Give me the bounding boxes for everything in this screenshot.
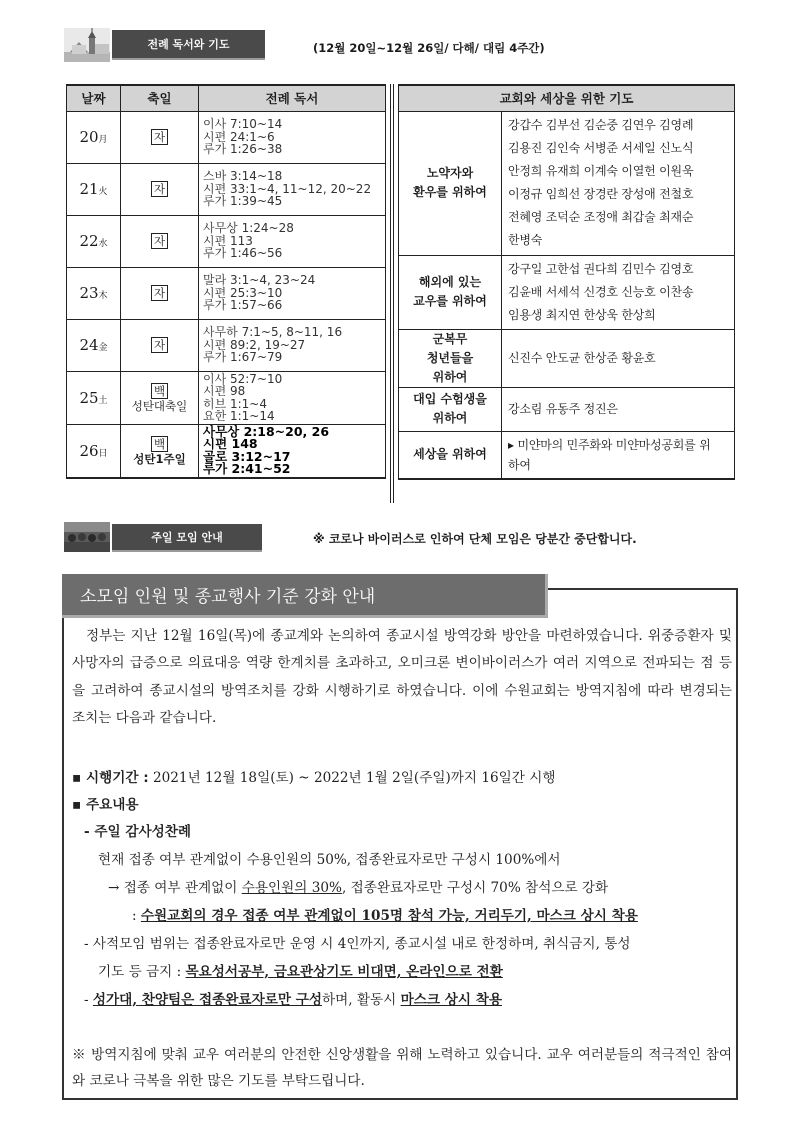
- new-rule-suffix: , 접종완료자로만 구성시 70% 참석으로 강화: [341, 880, 609, 896]
- prayer-names: [502, 329, 735, 387]
- readings-cell: [199, 267, 386, 319]
- prayer-names-line: 강구일 고한섭 권다희 김민수 김영호: [508, 261, 694, 276]
- day-number: 20: [79, 128, 99, 146]
- prayer-row: [399, 329, 735, 387]
- feast-cell: [121, 215, 199, 267]
- reading-line: 이사 7:10~14: [203, 117, 283, 132]
- prayer-names-line: 강갑수 김부선 김순중 김연우 김영례: [508, 118, 694, 132]
- period-line: [72, 766, 556, 786]
- liturgical-color-badge: 자: [151, 233, 168, 249]
- prayer-topic-line: 해외에 있는: [418, 275, 482, 289]
- liturgy-row: [67, 163, 386, 215]
- prayer-names-line: 강소림 유동주 정진은: [508, 401, 618, 416]
- liturgy-readings-table: [66, 84, 386, 479]
- prayer-topic-line: 환우를 위하여: [413, 185, 487, 199]
- header-feast: 축일: [121, 85, 199, 111]
- reading-line: 루가 1:67~79: [203, 350, 283, 365]
- suwon-rule: 수원교회의 경우 접종 여부 관계없이 105명 참석 가능, 거리두기, 마스크 상시 착용: [140, 908, 638, 924]
- new-rule-prefix: → 접종 여부 관계없이: [108, 880, 242, 896]
- weekday: 水: [98, 239, 108, 249]
- header-readings: 전례 독서: [199, 85, 386, 111]
- weekday: 日: [98, 448, 108, 459]
- liturgy-row: [67, 319, 386, 371]
- meeting-photo: [64, 522, 110, 552]
- day-cell: [67, 111, 121, 163]
- prayer-names-line: 하여: [508, 457, 531, 472]
- date-range-note: (12월 20일~12월 26일/ 다해/ 대림 4주간): [313, 41, 545, 55]
- day-number: 22: [79, 232, 99, 250]
- new-rule-capacity: 수용인원의 30%: [241, 880, 342, 896]
- feast-cell: [121, 424, 199, 478]
- weekday: 金: [98, 343, 108, 353]
- reading-line: 시편 24:1~6: [203, 129, 275, 144]
- liturgical-color-badge: 자: [151, 285, 168, 301]
- choir-rule-mask: 마스크 상시 착용: [400, 992, 502, 1008]
- readings-cell: [199, 111, 386, 163]
- day-number: 24: [79, 336, 99, 354]
- day-cell: [67, 163, 121, 215]
- prayer-topic-line: 세상을 위하여: [413, 447, 487, 462]
- notice-intro: 정부는 지난 12월 16일(목)에 종교계와 논의하여 종교시설 방역강화 방안을 마련하였습니다. 위중증환자 및 사망자의 급증으로 의료대응 역량 한계치를 초과하고, 오미크론 변이바이러스가 여러 지역으로 전파되는 점 등을 고려하여 종교시설의 방역조치를 강화 시행하기로 하였습니다. 이에 수원교회는 방역지침에 따라 변경되는 조치는 다음과 같습니다.: [72, 628, 732, 727]
- suwon-rule-prefix: :: [132, 908, 141, 924]
- meeting-section-label: 주일 모임 안내: [112, 524, 262, 552]
- reading-line: 시편 148: [203, 436, 258, 452]
- prayer-header: 교회와 세상을 위한 기도: [399, 85, 735, 111]
- sunday-service-title: - 주일 감사성찬례: [84, 824, 192, 840]
- day-number: 23: [79, 284, 99, 302]
- day-cell: [67, 215, 121, 267]
- day-cell: [67, 371, 121, 424]
- liturgy-row: [67, 215, 386, 267]
- prayer-topic-line: 교우를 위하여: [413, 294, 487, 308]
- reading-line: 사무상 2:18~20, 26: [203, 423, 330, 439]
- prayer-topic: [399, 387, 502, 431]
- weekday: 木: [98, 291, 108, 301]
- new-rule: [108, 876, 608, 896]
- private-rule-1: - 사적모임 범위는 접종완료자로만 운영 시 4인까지, 종교시설 내로 한정하며, 취식금지, 통성: [84, 936, 631, 952]
- day-number: 21: [79, 180, 99, 198]
- reading-line: 시편 33:1~4, 11~12, 20~22: [203, 181, 372, 196]
- liturgical-color-badge: 자: [151, 129, 168, 145]
- feast-cell: [121, 371, 199, 424]
- reading-line: 사무하 7:1~5, 8~11, 16: [203, 325, 343, 340]
- church-photo: [64, 28, 110, 62]
- weekday: 火: [98, 187, 108, 197]
- prayer-names-line: 김윤배 서세석 신경호 신능호 이찬송: [508, 284, 694, 299]
- reading-line: 루가 1:57~66: [203, 298, 283, 313]
- day-number: 25: [79, 388, 99, 407]
- prayer-topic-line: 대입 수험생을: [413, 392, 487, 406]
- day-cell: [67, 319, 121, 371]
- feast-cell: [121, 319, 199, 371]
- closing-note: ※ 방역지침에 맞춰 교우 여러분의 안전한 신앙생활을 위해 노력하고 있습니다. 교우 여러분들의 적극적인 참여와 코로나 극복을 위한 많은 기도를 부탁드립니다.: [72, 1047, 732, 1089]
- reading-line: 시편 113: [203, 233, 253, 248]
- prayer-names-line: 신진수 안도균 한상준 황윤호: [508, 350, 656, 365]
- liturgy-row: [67, 111, 386, 163]
- reading-line: 시편 98: [203, 384, 246, 398]
- prayer-names-line: 전혜영 조덕순 조정애 최갑술 최재순: [508, 210, 694, 224]
- feast-name: 성탄1주일: [133, 451, 186, 466]
- prayer-names-line: ▸ 미얀마의 민주화와 미얀마성공회를 위: [508, 437, 711, 452]
- prayer-names: [502, 387, 735, 431]
- notice-title: 소모임 인원 및 종교행사 기준 강화 안내: [62, 574, 548, 618]
- readings-cell: [199, 163, 386, 215]
- weekday: 土: [98, 395, 108, 406]
- feast-cell: [121, 163, 199, 215]
- prayer-topic-line: 군복무: [432, 331, 468, 346]
- weekday: 月: [98, 135, 108, 145]
- day-cell: [67, 267, 121, 319]
- reading-line: 시편 89:2, 19~27: [203, 337, 306, 352]
- prayer-names-line: 한병숙: [508, 233, 543, 247]
- liturgical-color-badge: 자: [151, 181, 168, 197]
- prayer-topic-line: 위하여: [432, 369, 468, 384]
- reading-line: 스바 3:14~18: [203, 169, 283, 184]
- choir-rule-main: 성가대, 찬양팀은 접종완료자로만 구성: [92, 992, 322, 1008]
- reading-line: 사무상 1:24~28: [203, 221, 294, 236]
- prayer-names: [502, 111, 735, 255]
- reading-line: 루가 1:26~38: [203, 142, 283, 157]
- prayer-row: [399, 387, 735, 431]
- readings-cell: [199, 371, 386, 424]
- corona-notice: ※ 코로나 바이러스로 인하여 단체 모임은 당분간 중단합니다.: [313, 532, 637, 546]
- prayer-topic-line: 노약자와: [426, 166, 474, 180]
- liturgical-color-badge: 백: [151, 383, 168, 399]
- reading-line: 시편 25:3~10: [203, 285, 283, 300]
- prayer-topic-line: 청년들을: [426, 350, 474, 365]
- current-rule: 현재 접종 여부 관계없이 수용인원의 50%, 접종완료자로만 구성시 100%에서: [98, 852, 561, 868]
- liturgical-color-badge: 백: [151, 436, 168, 452]
- reading-line: 루가 1:39~45: [203, 194, 283, 209]
- feast-cell: [121, 267, 199, 319]
- prayer-row: [399, 111, 735, 255]
- choir-rule-mid: 하며, 활동시: [321, 992, 401, 1008]
- table-divider: [390, 84, 394, 503]
- liturgy-row: [67, 371, 386, 424]
- period-label: ▪ 시행기간 :: [72, 770, 149, 786]
- private-rule-2-detail: 목요성서공부, 금요관상기도 비대면, 온라인으로 전환: [185, 964, 503, 980]
- liturgical-color-badge: 자: [151, 337, 168, 353]
- prayer-names-line: 임용생 최지연 한상욱 한상희: [508, 307, 656, 322]
- reading-line: 히브 1:1~4: [203, 396, 268, 411]
- reading-line: 골로 3:12~17: [203, 448, 291, 464]
- liturgy-row: [67, 424, 386, 478]
- day-number: 26: [79, 441, 99, 460]
- prayer-row: [399, 255, 735, 329]
- prayer-row: [399, 431, 735, 479]
- prayer-names: [502, 431, 735, 479]
- choir-rule: - 성가대, 찬양팀은 접종완료자로만 구성하며, 활동시 마스크 상시 착용: [84, 992, 502, 1008]
- suwon-rule-line: [132, 904, 638, 924]
- content-label: ▪ 주요내용: [72, 797, 139, 813]
- reading-line: 말라 3:1~4, 23~24: [203, 273, 316, 288]
- readings-cell: [199, 319, 386, 371]
- readings-cell: [199, 424, 386, 478]
- feast-cell: [121, 111, 199, 163]
- reading-line: 요한 1:1~14: [203, 409, 275, 423]
- private-rule-2: [98, 960, 503, 980]
- prayer-table: [398, 84, 735, 480]
- prayer-names: [502, 255, 735, 329]
- feast-name: 성탄대축일: [131, 398, 188, 413]
- prayer-names-line: 김용진 김인숙 서병준 서세일 신노식: [508, 141, 694, 155]
- prayer-topic: [399, 431, 502, 479]
- reading-line: 루가 2:41~52: [203, 461, 291, 477]
- readings-cell: [199, 215, 386, 267]
- prayer-topic: [399, 255, 502, 329]
- liturgy-row: [67, 267, 386, 319]
- reading-line: 루가 1:46~56: [203, 246, 283, 261]
- prayer-topic: [399, 329, 502, 387]
- prayer-names-line: 이정규 임희선 장경란 장성애 전철호: [508, 187, 694, 201]
- prayer-names-line: 안정희 유재희 이계숙 이열헌 이원욱: [508, 164, 694, 178]
- prayer-topic-line: 위하여: [432, 411, 468, 425]
- day-cell: [67, 424, 121, 478]
- header-date: 날짜: [67, 85, 121, 111]
- liturgy-section-label: 전례 독서와 기도: [112, 30, 265, 60]
- period-value: 2021년 12월 18일(토) ~ 2022년 1월 2일(주일)까지 16일간 시행: [152, 770, 556, 786]
- private-rule-2-prefix: 기도 등 금지 :: [98, 964, 186, 980]
- prayer-topic: [399, 111, 502, 255]
- reading-line: 이사 52:7~10: [203, 371, 283, 386]
